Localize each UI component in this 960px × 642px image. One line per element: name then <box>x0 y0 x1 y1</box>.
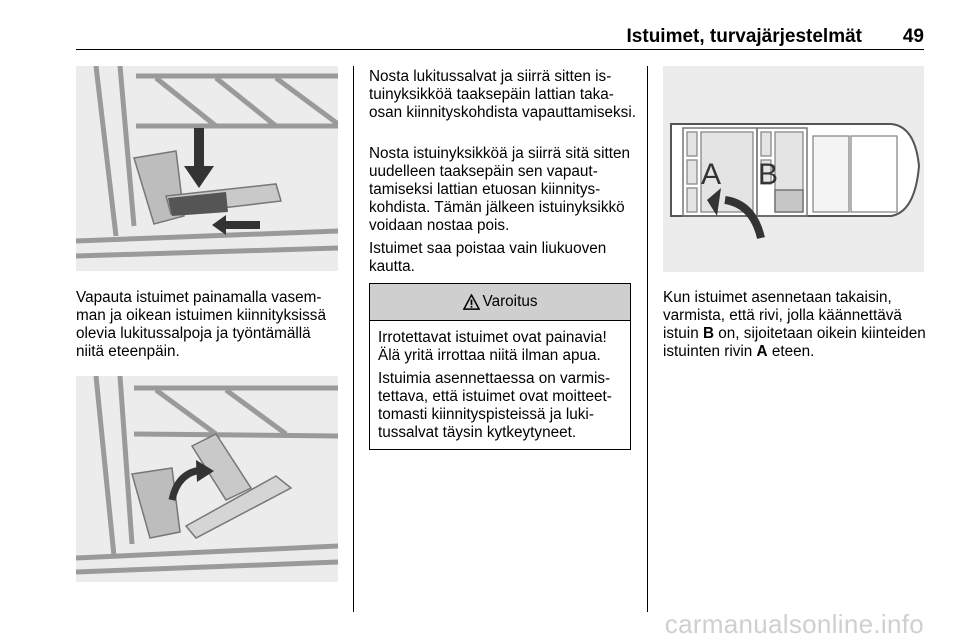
seat-a-ref: A <box>756 343 768 360</box>
seat-label-a: A <box>701 158 722 191</box>
column-divider-left <box>353 66 354 612</box>
seat-b-ref: B <box>702 325 715 342</box>
paragraph-release-rear: Nosta lukitussalvat ja siirrä sitten istuinyksikköä taaksepäin lattian takaosan kiinnityskohdista vapauttamiseksi. <box>369 68 636 121</box>
paragraph-release-front: Nosta istuinyksikköä ja siirrä sitä sitten uudelleen taaksepäin sen vapauttamiseksi lattian etuosan kiinnityskohdista. Tämän jälkeen istuinyksikkö voidaan nostaa pois. <box>369 145 630 234</box>
warning-header <box>370 284 630 321</box>
watermark: carmanualsonline.info <box>664 609 924 639</box>
header-rule <box>76 49 924 50</box>
seat-layout-diagram <box>663 66 924 272</box>
warning-triangle-icon <box>463 294 480 311</box>
warning-title: Varoitus <box>482 293 538 310</box>
figure-seat-layout <box>663 66 924 272</box>
column-divider-right <box>647 66 648 612</box>
figure-seat-lift <box>76 376 338 582</box>
warning-body <box>370 321 630 442</box>
latch-release-illustration <box>76 66 338 271</box>
caption-reinstall: Kun istuimet asennetaan takaisin, varmista, että rivi, jolla käännettävä istuin B on, sijoitetaan oikein kiinteiden istuinten rivin A eteen. <box>663 289 926 360</box>
page-header <box>76 26 924 48</box>
caption-latch-release: Vapauta istuimet painamalla vasemman ja oikean istuimen kiinnityksissä olevia lukitussalpoja ja työntämällä niitä eteenpäin. <box>76 289 326 360</box>
seat-lift-illustration <box>76 376 338 582</box>
figure-latch-release <box>76 66 338 271</box>
warning-paragraph-heavy: Irrotettavat istuimet ovat painavia! Älä yritä irrottaa niitä ilman apua. <box>378 329 607 364</box>
warning-box <box>369 283 631 450</box>
paragraph-sliding-door: Istuimet saa poistaa vain liukuoven kautta. <box>369 240 607 275</box>
warning-paragraph-install: Istuimia asennettaessa on varmistettava, että istuimet ovat moitteettomasti kiinnityspisteissä ja lukitussalvat täysin kytkeytyneet. <box>378 370 612 441</box>
seat-label-b: B <box>758 158 779 191</box>
page-number: 49 <box>902 26 924 47</box>
section-title: Istuimet, turvajärjestelmät <box>626 26 862 47</box>
